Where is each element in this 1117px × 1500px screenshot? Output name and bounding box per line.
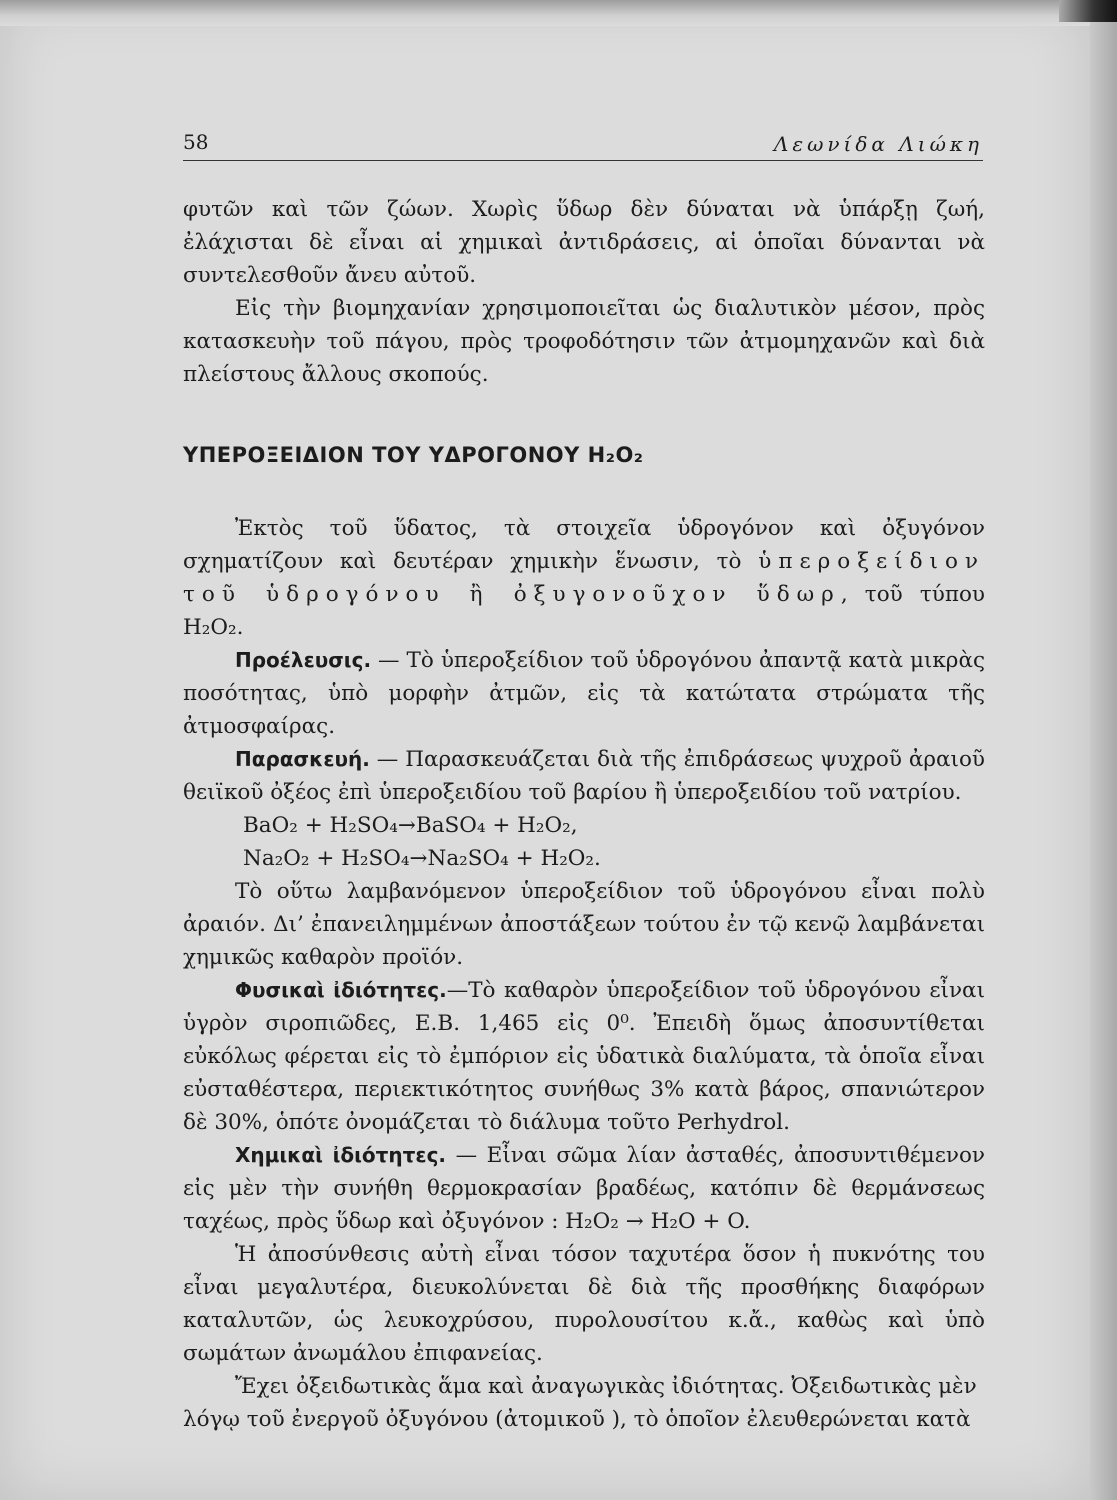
scan-top-edge bbox=[0, 0, 1090, 26]
paragraph: Ἔχει ὀξειδωτικὰς ἅμα καὶ ἀναγωγικὰς ἰδιότητας. Ὀξειδωτικὰς μὲν λόγῳ τοῦ ἐνεργοῦ ὀξυγόνου (ἀτομικοῦ ), τὸ ὁποῖον ἐλευθερώνεται κατὰ bbox=[183, 1374, 977, 1432]
paragraph-lead: Φυσικαὶ ἰδιότητες. bbox=[235, 978, 447, 1002]
paragraph bbox=[183, 1139, 985, 1238]
paragraph: Εἰς τὴν βιομηχανίαν χρησιμοποιεῖται ὡς διαλυτικὸν μέσον, πρὸς κατασκευὴν τοῦ πάγου, πρὸς τροφοδότησιν τῶν ἀτμομηχανῶν καὶ διὰ πλείστους ἄλλους σκοπούς. bbox=[183, 296, 985, 387]
text-span: , τοῦ τύπου H₂O₂. bbox=[183, 582, 985, 640]
text-span: — Τὸ ὑπεροξείδιον τοῦ ὑδρογόνου ἀπαντᾷ κατὰ μικρὰς ποσότητας, ὑπὸ μορφὴν ἀτμῶν, εἰς τὰ κατώτατα στρώματα τῆς ἀτμοσφαίρας. bbox=[183, 648, 985, 739]
text-span: — Εἶναι σῶμα λίαν ἀσταθές, ἀποσυντιθέμενον εἰς μὲν τὴν συνήθη θερμοκρασίαν βραδέως, κατόπιν δὲ θερμάνσεως ταχέως, πρὸς ὕδωρ καὶ ὀξυγόνον : H₂O₂ → H₂O + O. bbox=[183, 1143, 985, 1234]
equation: BaO₂ + H₂SO₄→BaSO₄ + H₂O₂, bbox=[243, 813, 578, 838]
section-heading: ΥΠΕΡΟΞΕΙΔΙΟΝ ΤΟΥ ΥΔΡΟΓΟΝΟΥ H₂O₂ bbox=[183, 443, 644, 467]
equation: Na₂O₂ + H₂SO₄→Na₂SO₄ + H₂O₂. bbox=[243, 846, 601, 871]
running-head: Λεωνίδα Λιώκη bbox=[773, 132, 983, 156]
paragraph: Ἡ ἀποσύνθεσις αὐτὴ εἶναι τόσον ταχυτέρα ὅσον ἡ πυκνότης του εἶναι μεγαλυτέρα, διευκολύνεται δὲ διὰ τῆς προσθήκης διαφόρων καταλυτῶν, ὡς λευκοχρύσου, πυρολουσίτου κ.ἄ., καθὼς καὶ ὑπὸ σωμάτων ἀνωμάλου ἐπιφανείας. bbox=[183, 1242, 985, 1366]
page-header bbox=[183, 126, 983, 161]
paragraph-lead: Παρασκευή. bbox=[235, 747, 370, 771]
paragraph-lead: Προέλευσις. bbox=[235, 648, 372, 672]
paragraph bbox=[183, 644, 985, 743]
paragraph: φυτῶν καὶ τῶν ζώων. Χωρὶς ὕδωρ δὲν δύναται νὰ ὑπάρξῃ ζωή, ἐλάχισται δὲ εἶναι αἱ χημικαὶ ἀντιδράσεις, αἱ ὁποῖαι δύνανται νὰ συντελεσθοῦν ἄνευ αὐτοῦ. bbox=[183, 197, 985, 288]
page-body bbox=[183, 193, 985, 1436]
paragraph: Τὸ οὕτω λαμβανόμενον ὑπεροξείδιον τοῦ ὑδρογόνου εἶναι πολὺ ἀραιόν. Δι’ ἐπανειλημμένων ἀποστάξεων τούτου ἐν τῷ κενῷ λαμβάνεται χημικῶς καθαρὸν προϊόν. bbox=[183, 879, 985, 970]
text-span: —Τὸ καθαρὸν ὑπεροξείδιον τοῦ ὑδρογόνου εἶναι ὑγρὸν σιροπιῶδες, Ε.Β. 1,465 εἰς 0⁰. Ἐπειδὴ ὅμως ἀποσυντίθεται εὐκόλως φέρεται εἰς τὸ ἐμπόριον εἰς ὑδατικὰ διαλύματα, τὰ ὁποῖα εἶναι εὐσταθέστερα, περιεκτικότητος συνήθως 3% κατὰ βάρος, σπανιώτερον δὲ 30%, ὁπότε ὀνομάζεται τὸ διάλυμα τοῦτο Perhydrol. bbox=[183, 978, 985, 1135]
paragraph bbox=[183, 512, 985, 644]
paragraph bbox=[183, 974, 985, 1139]
text-span: Ἐκτὸς τοῦ ὕδατος, τὰ στοιχεῖα ὑδρογόνον καὶ ὀξυγόνον σχηματίζουν καὶ δευτέραν χημικὴν ἕνωσιν, τὸ bbox=[183, 516, 985, 574]
scan-corner-shadow bbox=[1059, 0, 1117, 22]
scan-right-edge bbox=[1090, 22, 1117, 1500]
paragraph-lead: Χημικαὶ ἰδιότητες. bbox=[235, 1143, 447, 1167]
page-number: 58 bbox=[183, 130, 209, 154]
paragraph bbox=[183, 743, 985, 809]
spaced-term: ὑπεροξείδιον τοῦ ὑδρογόνου ἢ ὀξυγονοῦχον ὕδωρ bbox=[183, 549, 985, 607]
text-span: — Παρασκευάζεται διὰ τῆς ἐπιδράσεως ψυχροῦ ἀραιοῦ θειϊκοῦ ὀξέος ἐπὶ ὑπεροξειδίου τοῦ βαρίου ἢ ὑπεροξειδίου τοῦ νατρίου. bbox=[183, 747, 985, 805]
